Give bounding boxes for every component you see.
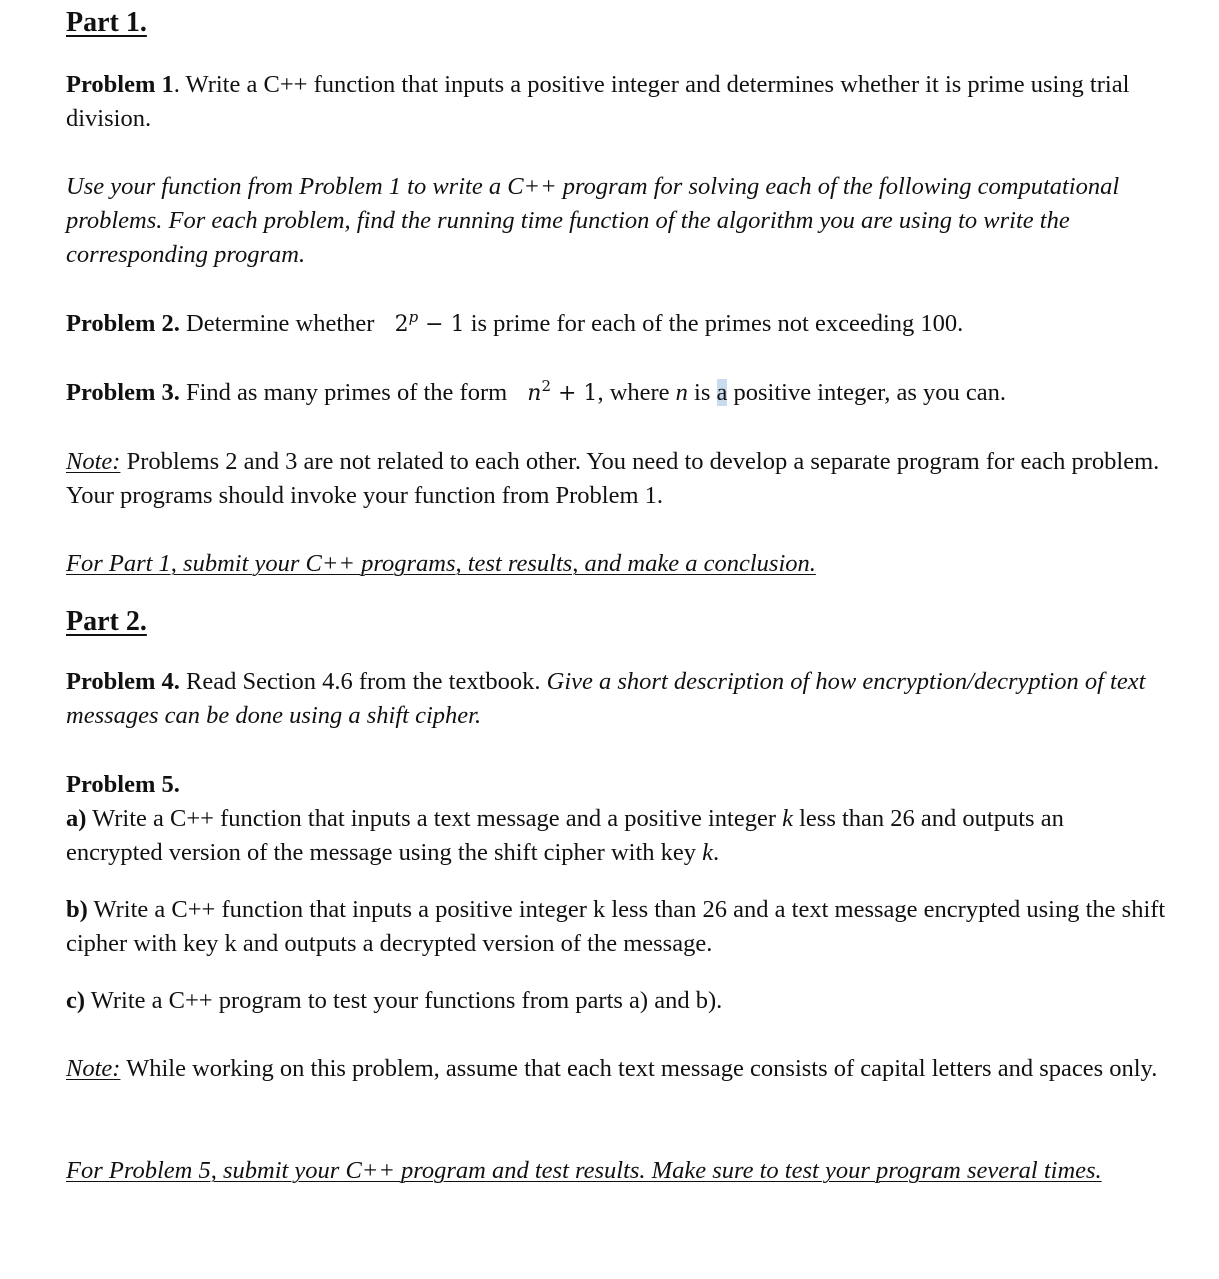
problem5-a-text-3: . (713, 839, 720, 866)
problem5-a-var-k2: k (702, 839, 714, 866)
part1-submit (66, 547, 1166, 581)
problem5-heading (66, 768, 1166, 802)
problem3-text-after: positive integer, as you can. (727, 379, 1007, 406)
problem3-math-base: n (527, 381, 542, 406)
problem4-label: Problem 4. (66, 668, 180, 695)
part2-note-text: While working on this problem, assume that each text message consists of capital letters and spaces only. (120, 1055, 1158, 1082)
part1-submit-text: For Part 1, submit your C++ programs, test results, and make a conclusion. (66, 550, 816, 577)
problem4-italic-text: Give a short description of how encryption/decryption of text messages can be done using a shift cipher. (66, 668, 1146, 729)
problem2-label: Problem 2. (66, 310, 180, 337)
problem2-text-after: is prime for each of the primes not exceeding 100. (464, 310, 964, 337)
problem3-paragraph (66, 376, 1166, 411)
problem1-label: Problem 1 (66, 71, 174, 98)
problem5-b-text: Write a C++ function that inputs a positive integer k less than 26 and a text message encrypted using the shift cipher with key k and outputs a decrypted version of the message. (66, 896, 1166, 957)
part1-note (66, 445, 1166, 513)
problem5-a-var-k: k (782, 805, 793, 832)
part2-note-label: Note: (66, 1055, 121, 1082)
problem2-paragraph (66, 307, 1166, 342)
problem5-c-text: Write a C++ program to test your functions from parts a) and b). (85, 987, 723, 1014)
part2-note (66, 1052, 1166, 1086)
problem3-label: Problem 3. (66, 379, 180, 406)
problem5-label: Problem 5. (66, 771, 180, 798)
problem1-text: . Write a C++ function that inputs a positive integer and determines whether it is prime using trial division. (66, 71, 1130, 132)
problem5-part-b (66, 893, 1166, 961)
part1-heading: Part 1. (66, 7, 147, 38)
problem5-a-label: a) (66, 805, 87, 832)
problem4-paragraph (66, 665, 1166, 733)
problem4-text: Read Section 4.6 from the textbook. (179, 668, 547, 695)
problem5-part-a (66, 802, 1166, 870)
problem3-math-rest: + 1 (551, 381, 598, 406)
problem5-part-c (66, 984, 1166, 1018)
problem3-highlighted-article: a (716, 379, 728, 406)
problem5-a-text-2: less than 26 and outputs an encrypted version of the message using the shift cipher with key (66, 805, 1064, 866)
problem3-text-mid: , where (597, 379, 676, 406)
part2-heading: Part 2. (66, 606, 147, 637)
part2-submit (66, 1154, 1166, 1188)
problem3-var-n: n (675, 379, 688, 406)
problem1-paragraph (66, 68, 1166, 136)
problem2-math-exp: p (408, 308, 419, 326)
problem5-b-label: b) (66, 896, 88, 923)
problem3-text-is: is (687, 379, 717, 406)
problem5-a-text-1: Write a C++ function that inputs a text message and a positive integer (86, 805, 783, 832)
problem2-math (381, 308, 465, 337)
problem3-math-exp: 2 (541, 377, 552, 395)
problem5-c-label: c) (66, 987, 86, 1014)
part1-intro-text: Use your function from Problem 1 to write a C++ program for solving each of the following computational problems. For each problem, find the running time function of the algorithm you are using to write the corresponding program. (66, 173, 1120, 268)
part2-submit-text: For Problem 5, submit your C++ program and test results. Make sure to test your program several times. (66, 1157, 1102, 1184)
problem3-math (513, 377, 598, 406)
part1-note-text: Problems 2 and 3 are not related to each other. You need to develop a separate program for each problem. Your programs should invoke your function from Problem 1. (66, 448, 1160, 509)
part1-note-label: Note: (66, 448, 121, 475)
problem2-text-before: Determine whether (179, 310, 381, 337)
problem3-text-before: Find as many primes of the form (179, 379, 514, 406)
problem2-math-base: 2 (394, 312, 409, 337)
problem2-math-rest: − 1 (418, 312, 465, 337)
part1-intro (66, 170, 1166, 272)
